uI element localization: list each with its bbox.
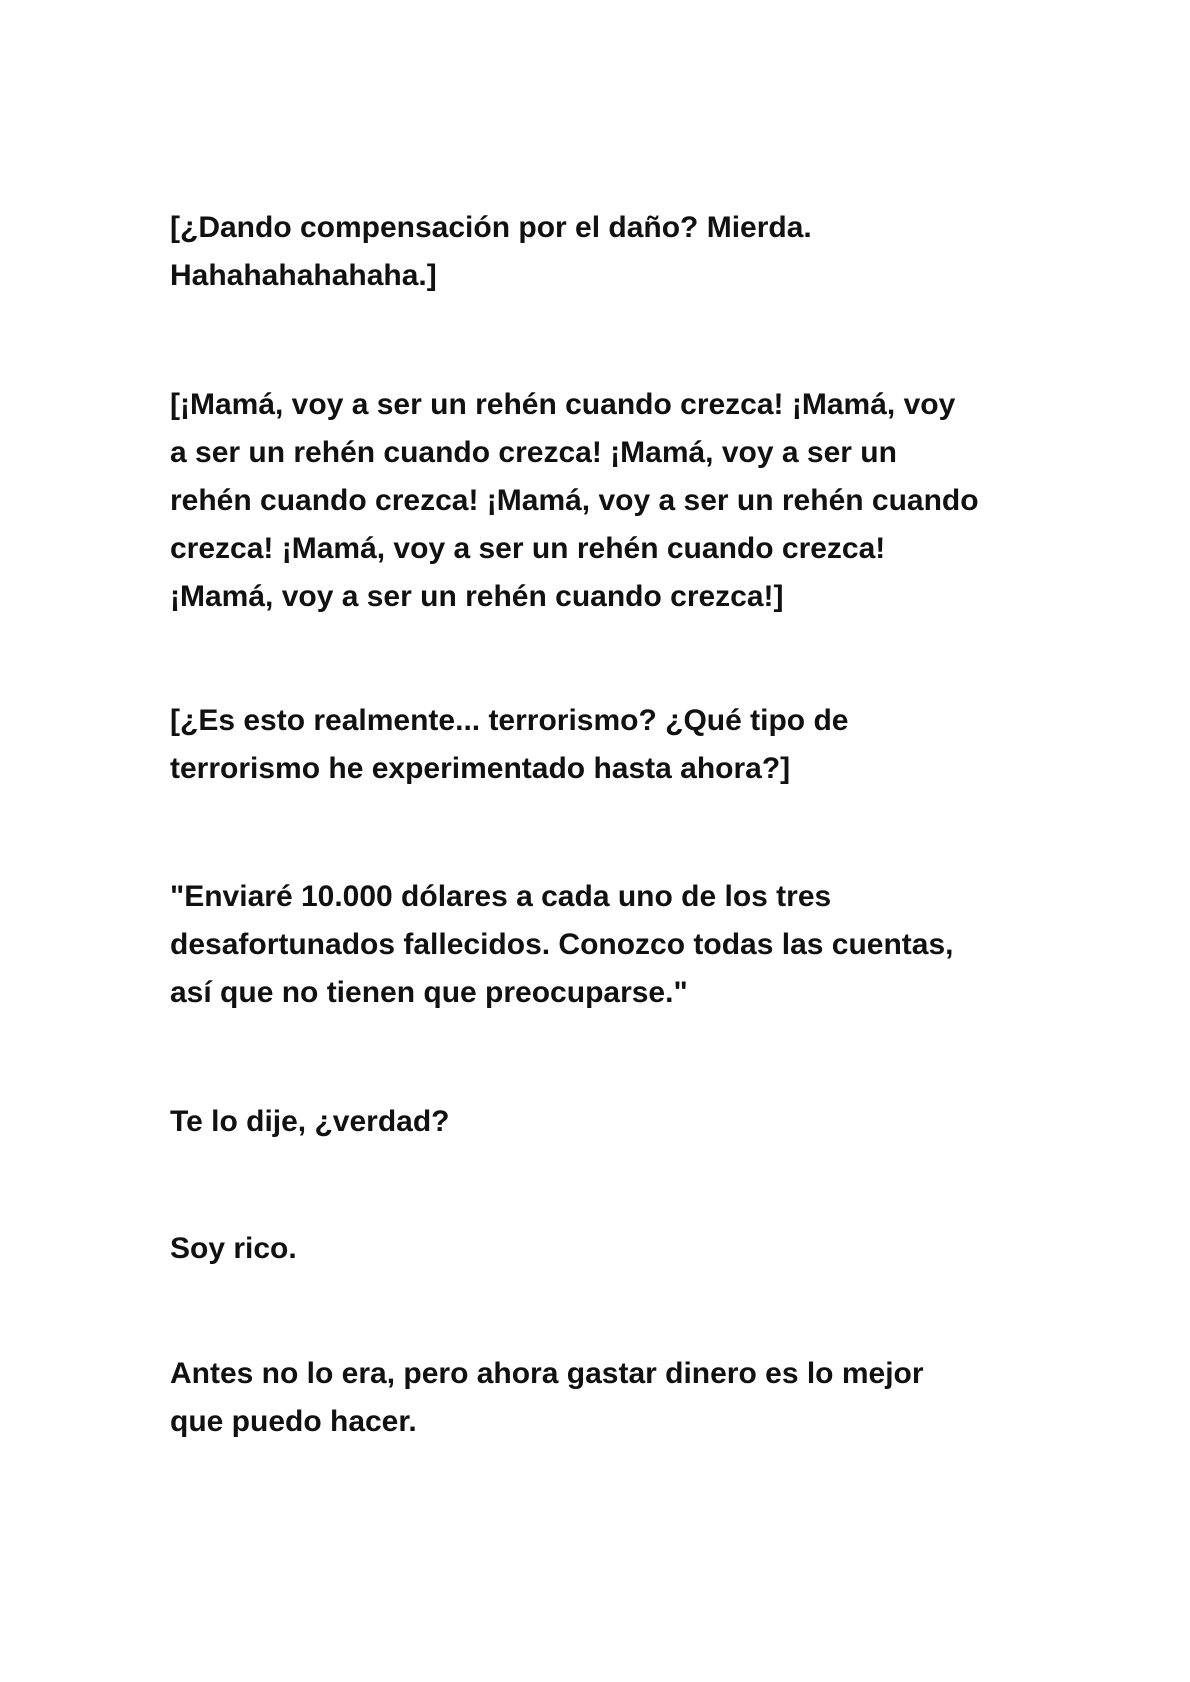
paragraph-chant-hostage: [¡Mamá, voy a ser un rehén cuando crezca! ¡Mamá, voy a ser un rehén cuando crezca! ¡Mamá, voy a ser un rehén cuando crezca! ¡Mamá, voy a ser un rehén cuando crezca! ¡Mamá, voy a ser un rehén cuando crezca! ¡Mamá, voy a ser un rehén cuando crezca!]: [170, 388, 979, 613]
paragraph-spending-money: Antes no lo era, pero ahora gastar dinero es lo mejor que puedo hacer.: [170, 1357, 924, 1438]
paragraph-dialogue-dollars: "Enviaré 10.000 dólares a cada uno de los tres desafortunados fallecidos. Conozco todas las cuentas, así que no tienen que preocuparse.": [170, 880, 954, 1009]
paragraph-terrorism-question: [¿Es esto realmente... terrorismo? ¿Qué tipo de terrorismo he experimentado hasta ahora?]: [170, 704, 849, 785]
paragraph-told-you: Te lo dije, ¿verdad?: [170, 1105, 450, 1138]
paragraph-system-message-compensation: [¿Dando compensación por el daño? Mierda. Hahahahahahaha.]: [170, 211, 812, 292]
paragraph-i-am-rich: Soy rico.: [170, 1232, 297, 1265]
